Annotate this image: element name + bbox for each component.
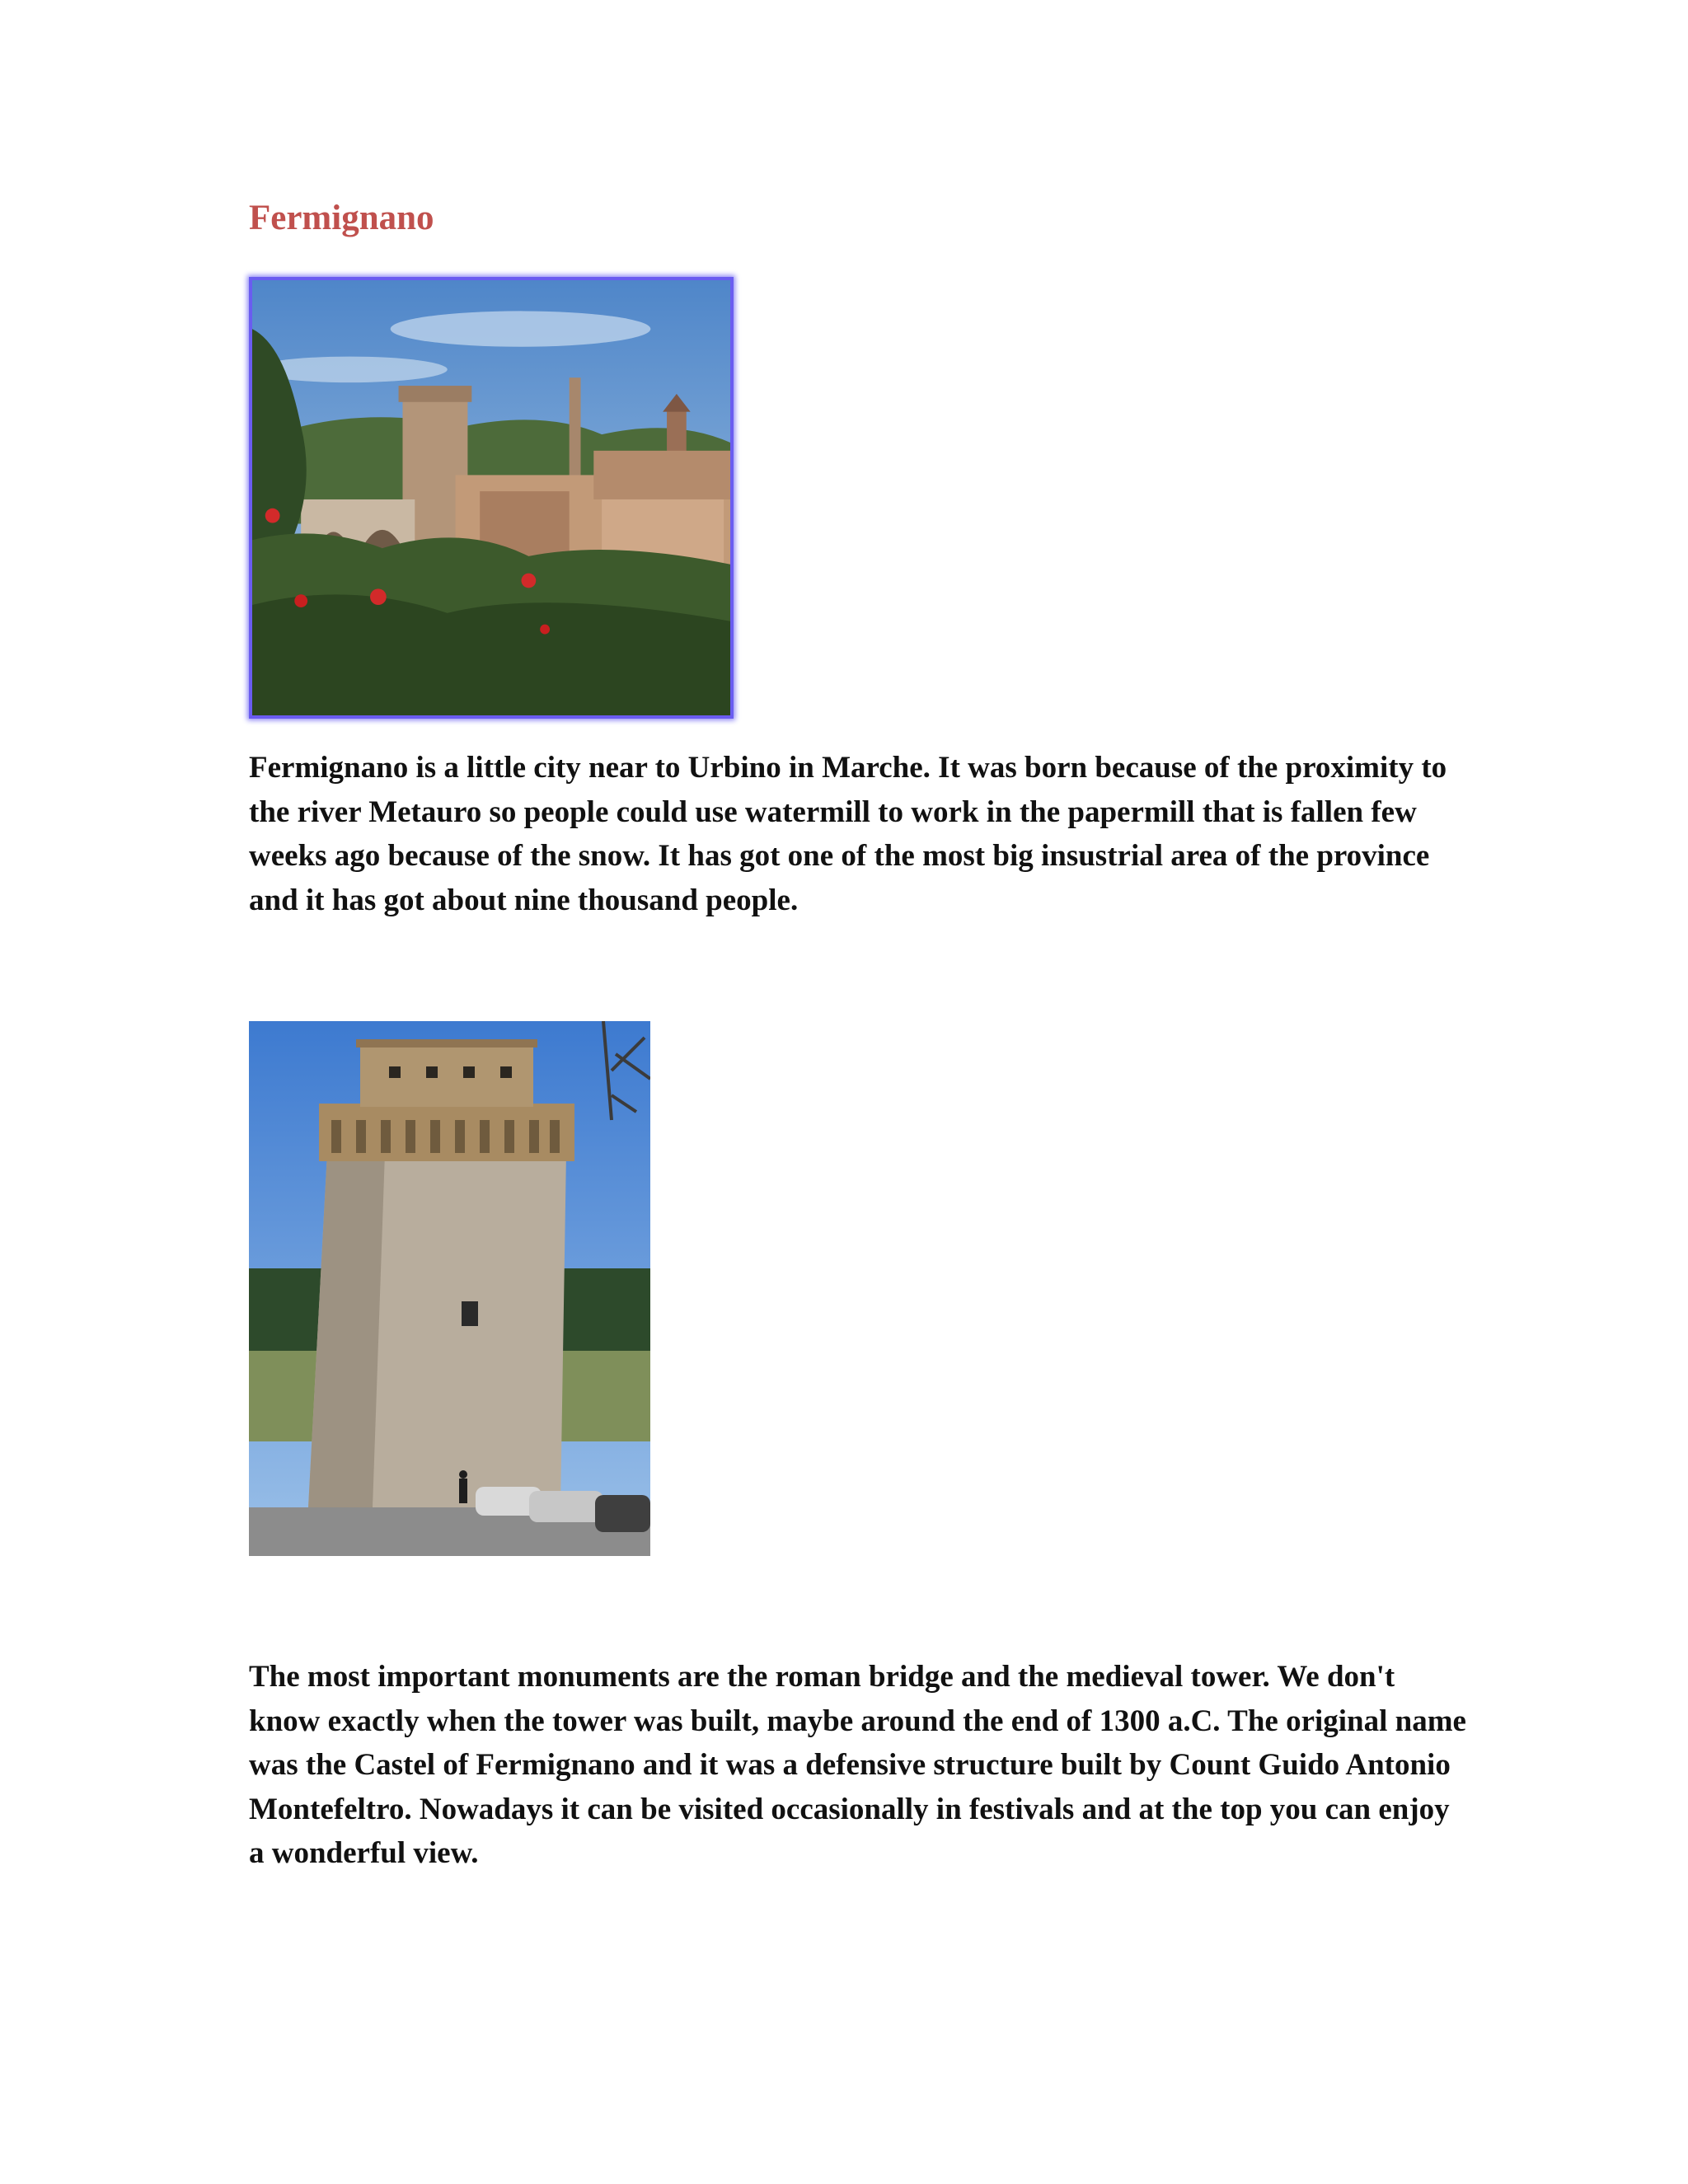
town-view-illustration: [252, 280, 730, 715]
intro-paragraph: Fermignano is a little city near to Urbino in Marche. It was born because of the proximity to the river Metauro so people could use watermill to work in the papermill that is fallen few weeks ago because of the snow. It has got one of the most big insustrial area of the province and it has got about nine thousand people.: [249, 751, 1447, 917]
town-view-photo: [249, 277, 734, 719]
medieval-tower-photo: [249, 1021, 650, 1556]
medieval-tower-illustration: [249, 1021, 650, 1556]
monuments-paragraph: The most important monuments are the roman bridge and the medieval tower. We don't know exactly when the tower was built, maybe around the end of 1300 a.C. The original name was the Castel of Fermignano and it was a defensive structure built by Count Guido Antonio Montefeltro. Nowadays it can be visited occasionally in festivals and at the top you can enjoy a wonderful view.: [249, 1660, 1466, 1870]
page-title: Fermignano: [249, 199, 434, 237]
